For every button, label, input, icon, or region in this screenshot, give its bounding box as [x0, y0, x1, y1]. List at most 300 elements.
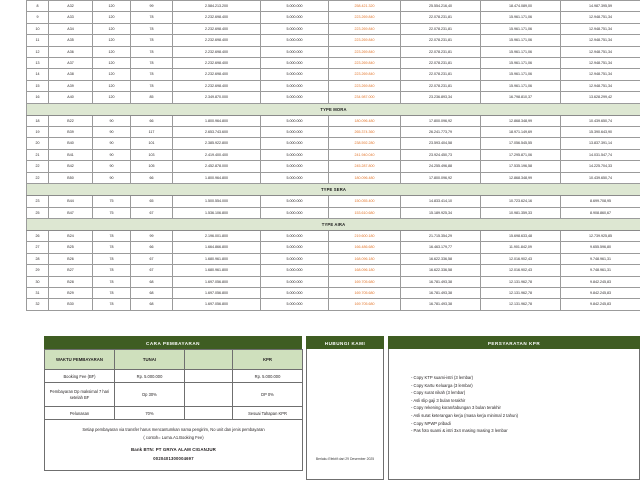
cell-angsuran-c: 12.739.925,85: [561, 230, 640, 241]
payment-row: [45, 383, 303, 407]
cell-lt: 78: [93, 276, 131, 287]
cell-angsuran-b: 12.868.348,99: [481, 115, 561, 126]
cell-angsuran-a: 16.622.336,58: [401, 265, 481, 276]
cell-booking-fee: 5.000.000: [261, 299, 329, 310]
cell-angsuran-b: 10.723.624,16: [481, 196, 561, 207]
cell-dp: 166.486.680: [329, 242, 401, 253]
cell-lt: 75: [93, 207, 131, 218]
cell-harga: 1.697.056.800: [173, 287, 261, 298]
table-row: [27, 35, 640, 46]
cell-lb: 85: [131, 92, 173, 103]
cell-harga: 1.680.961.800: [173, 265, 261, 276]
payment-term-label: Pembayaran Dp maksimal 7 hari setelah BF: [45, 383, 115, 407]
cell-harga: 1.697.056.800: [173, 299, 261, 310]
requirement-item: - Copy surat nikah (3 lembar): [411, 390, 466, 396]
cell-angsuran-c: 14.987.395,59: [561, 1, 640, 12]
cell-lt: 75: [93, 196, 131, 207]
cell-angsuran-a: 23.593.404,58: [401, 138, 481, 149]
cell-angsuran-c: 12.948.751,34: [561, 58, 640, 69]
payment-row: [45, 407, 303, 420]
cell-no: 30: [27, 276, 49, 287]
cell-unit: B41: [49, 149, 93, 160]
cell-dp: 241.940.040: [329, 149, 401, 160]
cell-angsuran-a: 15.189.925,34: [401, 207, 481, 218]
cell-angsuran-a: 16.463.179,77: [401, 242, 481, 253]
cell-unit: B29: [49, 287, 93, 298]
cell-lt: 90: [93, 127, 131, 138]
cell-angsuran-b: 12.131.962,78: [481, 299, 561, 310]
payment-note-cell: [45, 420, 303, 471]
cell-lt: 90: [93, 138, 131, 149]
cell-booking-fee: 5.000.000: [261, 253, 329, 264]
cell-lb: 117: [131, 127, 173, 138]
cell-booking-fee: 5.000.000: [261, 138, 329, 149]
table-row: [27, 1, 640, 12]
cell-angsuran-b: 12.131.962,78: [481, 276, 561, 287]
cell-dp: 169.705.680: [329, 299, 401, 310]
cell-dp: 169.705.680: [329, 287, 401, 298]
table-row: [27, 196, 640, 207]
cell-harga: 1.697.056.800: [173, 276, 261, 287]
payment-table: [44, 349, 303, 471]
cell-lt: 120: [93, 12, 131, 23]
cell-harga: 2.232.698.400: [173, 35, 261, 46]
cell-no: 29: [27, 265, 49, 276]
cell-booking-fee: 5.000.000: [261, 23, 329, 34]
cell-unit: B25: [49, 242, 93, 253]
type-section-label: TYPE AIRA: [27, 218, 640, 230]
cell-booking-fee: 5.000.000: [261, 46, 329, 57]
requirements-list: [411, 374, 639, 435]
cell-angsuran-a: 22.078.231,81: [401, 35, 481, 46]
bank-name: Bank BTN: PT GRIYA ALAM CIGANJUR: [131, 447, 216, 452]
cell-lt: 78: [93, 253, 131, 264]
requirements-panel: [388, 336, 640, 480]
cell-dp: 223.269.840: [329, 80, 401, 91]
cell-dp: 223.269.840: [329, 35, 401, 46]
cell-angsuran-a: 22.078.231,81: [401, 46, 481, 57]
cell-angsuran-b: 16.798.810,37: [481, 92, 561, 103]
cell-lt: 120: [93, 46, 131, 57]
cell-angsuran-b: 10.981.359,33: [481, 207, 561, 218]
cell-no: 18: [27, 115, 49, 126]
cell-lb: 78: [131, 58, 173, 69]
cell-dp: 180.096.480: [329, 172, 401, 183]
requirement-item: - Asli surat keterangan kerja (masa kerja minimal 2 tahun): [411, 412, 519, 418]
cell-unit: B50: [49, 172, 93, 183]
payment-mid-value: [185, 370, 233, 383]
cell-lt: 120: [93, 92, 131, 103]
cell-dp: 265.374.360: [329, 127, 401, 138]
cell-no: 23: [27, 196, 49, 207]
cell-booking-fee: 5.000.000: [261, 127, 329, 138]
cell-lb: 78: [131, 80, 173, 91]
cell-angsuran-b: 17.295.871,06: [481, 149, 561, 160]
cell-dp: 234.987.000: [329, 92, 401, 103]
cell-lt: 78: [93, 265, 131, 276]
cell-unit: B24: [49, 230, 93, 241]
cell-harga: 2.232.698.400: [173, 23, 261, 34]
cell-harga: 1.800.964.800: [173, 172, 261, 183]
cell-angsuran-b: 11.901.842,09: [481, 242, 561, 253]
cell-dp: 168.096.180: [329, 253, 401, 264]
cell-dp: 219.600.180: [329, 230, 401, 241]
cell-no: 31: [27, 287, 49, 298]
cell-angsuran-b: 15.698.633,48: [481, 230, 561, 241]
bottom-panels: [44, 336, 640, 480]
table-row: [27, 58, 640, 69]
cell-angsuran-c: 12.948.751,34: [561, 35, 640, 46]
cell-booking-fee: 5.000.000: [261, 1, 329, 12]
requirement-item: - Pas foto suami & istri 3x4 masing masing 3 lembar: [411, 428, 508, 434]
cell-angsuran-c: 9.842.245,83: [561, 299, 640, 310]
table-row: [27, 92, 640, 103]
cell-harga: 2.419.400.400: [173, 149, 261, 160]
table-row: [27, 12, 640, 23]
cell-dp: 238.592.280: [329, 138, 401, 149]
cell-lt: 120: [93, 80, 131, 91]
cell-no: 10: [27, 23, 49, 34]
price-table: [26, 0, 640, 311]
cell-harga: 1.800.964.800: [173, 115, 261, 126]
cell-lb: 67: [131, 253, 173, 264]
cell-booking-fee: 5.000.000: [261, 207, 329, 218]
cell-unit: A34: [49, 23, 93, 34]
cell-booking-fee: 5.000.000: [261, 69, 329, 80]
cell-angsuran-a: 17.800.096,92: [401, 115, 481, 126]
cell-no: 21: [27, 149, 49, 160]
type-section-header: [27, 218, 640, 230]
table-row: [27, 242, 640, 253]
table-row: [27, 149, 640, 160]
cell-angsuran-a: 21.715.354,29: [401, 230, 481, 241]
cell-harga: 2.232.698.400: [173, 80, 261, 91]
cell-unit: A33: [49, 12, 93, 23]
cell-angsuran-a: 23.924.450,73: [401, 149, 481, 160]
table-row: [27, 253, 640, 264]
cell-harga: 2.232.698.400: [173, 58, 261, 69]
table-row: [27, 69, 640, 80]
payment-mid-value: [185, 383, 233, 407]
cell-lt: 78: [93, 299, 131, 310]
cell-booking-fee: 5.000.000: [261, 115, 329, 126]
cell-booking-fee: 5.000.000: [261, 161, 329, 172]
cell-unit: A35: [49, 35, 93, 46]
cell-angsuran-a: 22.078.231,81: [401, 80, 481, 91]
cell-dp: 150.055.400: [329, 196, 401, 207]
bank-account-number: 0020401300004697: [153, 456, 194, 461]
cell-booking-fee: 5.000.000: [261, 58, 329, 69]
cell-angsuran-b: 15.961.171,06: [481, 46, 561, 57]
cell-unit: B39: [49, 127, 93, 138]
cell-lb: 66: [131, 115, 173, 126]
cell-unit: B30: [49, 299, 93, 310]
payment-tunai-value: Dp 30%: [115, 383, 185, 407]
cell-dp: 168.096.180: [329, 265, 401, 276]
cell-harga: 2.196.001.800: [173, 230, 261, 241]
cell-angsuran-a: 26.241.773,79: [401, 127, 481, 138]
cell-angsuran-a: 23.236.893,34: [401, 92, 481, 103]
cell-lb: 101: [131, 138, 173, 149]
transfer-instruction-line2: ( contoh= Luma.A1.Booking Fee): [143, 434, 204, 440]
cell-dp: 153.610.680: [329, 207, 401, 218]
cell-angsuran-c: 8.699.708,95: [561, 196, 640, 207]
cell-no: 22: [27, 161, 49, 172]
payment-panel: [44, 336, 302, 480]
cell-harga: 2.232.698.400: [173, 69, 261, 80]
cell-angsuran-a: 16.781.493,38: [401, 287, 481, 298]
cell-lt: 120: [93, 69, 131, 80]
cell-lt: 78: [93, 242, 131, 253]
payment-kpr-value: DP 0%: [233, 383, 303, 407]
cell-angsuran-c: 13.628.299,42: [561, 92, 640, 103]
cell-no: 28: [27, 253, 49, 264]
cell-lb: 99: [131, 230, 173, 241]
requirement-item: - Copy Kartu Keluarga (3 lembar): [411, 382, 473, 388]
cell-dp: 223.269.840: [329, 23, 401, 34]
cell-lb: 78: [131, 69, 173, 80]
col-waktu-pembayaran: WAKTU PEMBAYARAN: [45, 350, 115, 370]
cell-harga: 1.536.106.800: [173, 207, 261, 218]
cell-lt: 120: [93, 58, 131, 69]
cell-lb: 65: [131, 196, 173, 207]
payment-mid-value: [185, 407, 233, 420]
cell-booking-fee: 5.000.000: [261, 149, 329, 160]
payment-term-label: Booking Fee (BF): [45, 370, 115, 383]
cell-unit: B44: [49, 196, 93, 207]
table-row: [27, 276, 640, 287]
table-row: [27, 115, 640, 126]
requirement-item: - Asli slip gaji 3 bulan terakhir: [411, 397, 466, 403]
cell-angsuran-b: 18.474.089,00: [481, 1, 561, 12]
cell-unit: B22: [49, 115, 93, 126]
cell-lb: 78: [131, 23, 173, 34]
cell-booking-fee: 5.000.000: [261, 172, 329, 183]
cell-angsuran-c: 9.748.961,31: [561, 253, 640, 264]
table-row: [27, 127, 640, 138]
requirement-item: - Copy rekening koran/tabungan 3 bulan terakhir: [411, 405, 501, 411]
cell-unit: B27: [49, 265, 93, 276]
cell-booking-fee: 5.000.000: [261, 80, 329, 91]
contact-header: HUBUNGI KAMI: [306, 336, 384, 349]
cell-angsuran-b: 15.961.171,06: [481, 23, 561, 34]
table-row: [27, 46, 640, 57]
cell-angsuran-a: 22.078.231,81: [401, 12, 481, 23]
cell-lt: 120: [93, 35, 131, 46]
requirements-header: PERSYARATAN KPR: [388, 336, 640, 349]
cell-unit: A37: [49, 58, 93, 69]
cell-harga: 2.232.698.400: [173, 46, 261, 57]
cell-no: 12: [27, 46, 49, 57]
cell-lb: 78: [131, 12, 173, 23]
contact-panel: [306, 336, 384, 480]
table-row: [27, 287, 640, 298]
cell-angsuran-c: 9.748.961,31: [561, 265, 640, 276]
cell-booking-fee: 5.000.000: [261, 196, 329, 207]
cell-angsuran-b: 18.971.149,69: [481, 127, 561, 138]
cell-dp: 223.269.840: [329, 69, 401, 80]
type-section-label: TYPE SERA: [27, 184, 640, 196]
cell-no: 14: [27, 69, 49, 80]
cell-lb: 103: [131, 149, 173, 160]
cell-angsuran-a: 24.255.496,88: [401, 161, 481, 172]
cell-angsuran-c: 12.948.751,34: [561, 23, 640, 34]
cell-no: 27: [27, 242, 49, 253]
cell-angsuran-b: 15.961.171,06: [481, 35, 561, 46]
cell-angsuran-a: 25.554.216,40: [401, 1, 481, 12]
cell-angsuran-b: 12.868.348,99: [481, 172, 561, 183]
cell-booking-fee: 5.000.000: [261, 12, 329, 23]
table-row: [27, 138, 640, 149]
cell-unit: A39: [49, 80, 93, 91]
cell-dp: 258.421.320: [329, 1, 401, 12]
cell-angsuran-c: 12.948.751,34: [561, 80, 640, 91]
cell-no: 11: [27, 35, 49, 46]
cell-angsuran-b: 15.961.171,06: [481, 69, 561, 80]
cell-angsuran-c: 12.948.751,34: [561, 46, 640, 57]
cell-no: 15: [27, 80, 49, 91]
cell-lt: 90: [93, 172, 131, 183]
payment-column-headers: [45, 350, 303, 370]
cell-harga: 1.680.961.800: [173, 253, 261, 264]
cell-angsuran-c: 9.842.245,83: [561, 287, 640, 298]
cell-unit: B47: [49, 207, 93, 218]
table-row: [27, 230, 640, 241]
requirement-item: - Copy KTP suami-istri (3 lembar): [411, 375, 474, 380]
cell-angsuran-a: 16.781.493,38: [401, 299, 481, 310]
cell-angsuran-c: 10.439.650,74: [561, 172, 640, 183]
cell-lb: 78: [131, 46, 173, 57]
transfer-instruction-line1: Setiap pembayaran via transfer harus mencantumkan nama pengirim, No unit dan jenis pembayaran: [82, 427, 265, 432]
cell-booking-fee: 5.000.000: [261, 230, 329, 241]
cell-angsuran-b: 15.961.171,06: [481, 80, 561, 91]
type-section-header: [27, 103, 640, 115]
cell-unit: A36: [49, 46, 93, 57]
cell-dp: 223.269.840: [329, 46, 401, 57]
cell-harga: 2.232.698.400: [173, 12, 261, 23]
cell-lb: 68: [131, 276, 173, 287]
validity-note: Berlaku Efektif dari 29 Desember 2025: [315, 457, 375, 462]
cell-no: 16: [27, 92, 49, 103]
cell-lb: 68: [131, 287, 173, 298]
table-row: [27, 207, 640, 218]
contact-body: [306, 349, 384, 480]
col-tunai: TUNAI: [115, 350, 185, 370]
cell-no: 25: [27, 207, 49, 218]
price-table-container: [26, 0, 640, 311]
cell-booking-fee: 5.000.000: [261, 287, 329, 298]
cell-booking-fee: 5.000.000: [261, 276, 329, 287]
cell-angsuran-c: 10.439.650,74: [561, 115, 640, 126]
cell-no: 13: [27, 58, 49, 69]
table-row: [27, 172, 640, 183]
cell-booking-fee: 5.000.000: [261, 265, 329, 276]
payment-note-row: [45, 420, 303, 471]
cell-lt: 120: [93, 23, 131, 34]
cell-lb: 67: [131, 207, 173, 218]
table-row: [27, 80, 640, 91]
type-section-header: [27, 184, 640, 196]
payment-row: [45, 370, 303, 383]
cell-booking-fee: 5.000.000: [261, 242, 329, 253]
cell-unit: A32: [49, 1, 93, 12]
cell-unit: B40: [49, 138, 93, 149]
cell-harga: 2.385.922.800: [173, 138, 261, 149]
cell-lt: 90: [93, 161, 131, 172]
requirements-body: [388, 349, 640, 480]
cell-angsuran-c: 9.655.596,80: [561, 242, 640, 253]
cell-lt: 90: [93, 115, 131, 126]
cell-harga: 2.653.743.600: [173, 127, 261, 138]
cell-dp: 169.705.680: [329, 276, 401, 287]
cell-lb: 66: [131, 172, 173, 183]
table-row: [27, 161, 640, 172]
cell-angsuran-b: 17.056.545,55: [481, 138, 561, 149]
cell-angsuran-c: 12.948.751,34: [561, 12, 640, 23]
payment-kpr-value: Rp. 5.000.000: [233, 370, 303, 383]
cell-lb: 66: [131, 242, 173, 253]
payment-kpr-value: Sesuai Tahapan KPR: [233, 407, 303, 420]
cell-angsuran-b: 12.016.902,43: [481, 253, 561, 264]
cell-angsuran-a: 16.622.336,58: [401, 253, 481, 264]
table-row: [27, 299, 640, 310]
cell-lt: 78: [93, 287, 131, 298]
table-row: [27, 23, 640, 34]
cell-lt: 78: [93, 230, 131, 241]
cell-angsuran-b: 12.131.962,78: [481, 287, 561, 298]
cell-angsuran-c: 8.908.860,67: [561, 207, 640, 218]
cell-angsuran-a: 22.078.231,81: [401, 69, 481, 80]
cell-harga: 1.664.866.800: [173, 242, 261, 253]
type-section-label: TYPE MORA: [27, 103, 640, 115]
cell-lb: 78: [131, 35, 173, 46]
cell-no: 26: [27, 230, 49, 241]
cell-no: 22: [27, 172, 49, 183]
cell-harga: 1.500.554.000: [173, 196, 261, 207]
cell-booking-fee: 5.000.000: [261, 35, 329, 46]
cell-harga: 2.584.213.200: [173, 1, 261, 12]
cell-angsuran-a: 14.833.414,10: [401, 196, 481, 207]
col-blank: [185, 350, 233, 370]
cell-no: 32: [27, 299, 49, 310]
cell-angsuran-a: 22.078.231,81: [401, 23, 481, 34]
cell-unit: A38: [49, 69, 93, 80]
cell-lb: 99: [131, 1, 173, 12]
cell-angsuran-c: 12.948.751,34: [561, 69, 640, 80]
cell-lb: 68: [131, 299, 173, 310]
cell-no: 9: [27, 12, 49, 23]
cell-lt: 90: [93, 149, 131, 160]
col-kpr: KPR: [233, 350, 303, 370]
cell-unit: B42: [49, 161, 93, 172]
cell-no: 8: [27, 1, 49, 12]
payment-tunai-value: 70%: [115, 407, 185, 420]
cell-angsuran-c: 9.842.245,83: [561, 276, 640, 287]
cell-unit: B28: [49, 276, 93, 287]
cell-angsuran-b: 12.016.902,43: [481, 265, 561, 276]
cell-angsuran-c: 14.225.704,33: [561, 161, 640, 172]
cell-angsuran-a: 22.078.231,81: [401, 58, 481, 69]
cell-angsuran-c: 13.837.391,14: [561, 138, 640, 149]
cell-angsuran-b: 15.961.171,06: [481, 58, 561, 69]
cell-angsuran-b: 15.961.171,06: [481, 12, 561, 23]
cell-angsuran-a: 17.800.096,92: [401, 172, 481, 183]
cell-angsuran-c: 15.390.643,90: [561, 127, 640, 138]
cell-booking-fee: 5.000.000: [261, 92, 329, 103]
cell-dp: 180.096.480: [329, 115, 401, 126]
cell-unit: B26: [49, 253, 93, 264]
cell-dp: 223.269.840: [329, 12, 401, 23]
